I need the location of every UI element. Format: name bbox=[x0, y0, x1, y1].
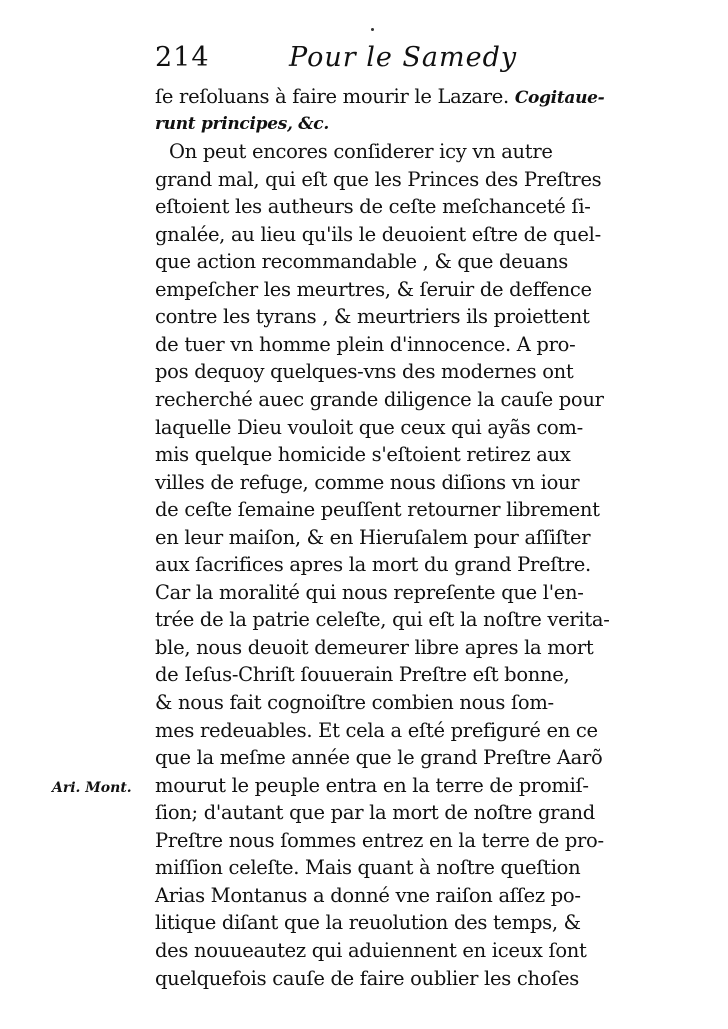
text-line: Preſtre nous ſommes entrez en la terre de pro- bbox=[155, 828, 604, 852]
text-line-1: ſe reſoluans à faire mourir le Lazare. Cogitaue- bbox=[155, 85, 605, 108]
text-line: miſſion celeſte. Mais quant à noſtre queſtion bbox=[155, 856, 581, 880]
text-line: pos dequoy quelques-vns des modernes ont bbox=[155, 360, 574, 384]
text-line: litique diſant que la reuolution des temps, & bbox=[155, 911, 581, 935]
text-line: de Ieſus-Chriſt ſouuerain Preſtre eſt bonne, bbox=[155, 663, 570, 687]
text-line: & nous fait cognoiſtre combien nous ſom- bbox=[155, 691, 554, 715]
text-line: grand mal, qui eſt que les Princes des Preſtres bbox=[155, 167, 602, 191]
text-line: villes de refuge, comme nous diſions vn iour bbox=[155, 470, 580, 494]
text-line: trée de la patrie celeſte, qui eſt la noſtre verita- bbox=[155, 608, 610, 632]
text-line: empeſcher les meurtres, & ſeruir de deffence bbox=[155, 277, 592, 301]
text-line: mourut le peuple entra en la terre de promiſ- bbox=[155, 773, 589, 797]
text-line: recherché auec grande diligence la cauſe pour bbox=[155, 388, 604, 412]
running-title: Pour le Samedy bbox=[289, 42, 518, 73]
text-line: eſtoient les autheurs de ceſte meſchanceté ſi- bbox=[155, 195, 591, 219]
text-line: Car la moralité qui nous repreſente que l'en- bbox=[155, 580, 584, 604]
text-line: Arias Montanus a donné vne raiſon aſſez po- bbox=[155, 883, 581, 907]
text-line: que action recommandable , & que deuans bbox=[155, 250, 568, 274]
text-line: ſion; d'autant que par la mort de noſtre grand bbox=[155, 801, 595, 825]
page-number: 214 bbox=[155, 42, 210, 73]
text-line: que la meſme année que le grand Preſtre Aarõ bbox=[155, 746, 603, 770]
text-line: de tuer vn homme plein d'innocence. A pro- bbox=[155, 332, 576, 356]
margin-note: Ari. Mont. bbox=[52, 780, 132, 796]
text-line: quelquefois cauſe de faire oublier les choſes bbox=[155, 966, 580, 990]
text-line: contre les tyrans , & meurtriers ils proiettent bbox=[155, 305, 590, 329]
text-line: mis quelque homicide s'eſtoient retirez aux bbox=[155, 443, 571, 467]
text-line-2: runt principes, &c. bbox=[155, 113, 329, 134]
ink-dot bbox=[371, 28, 374, 31]
body-text bbox=[155, 83, 610, 992]
text-line: aux ſacrifices apres la mort du grand Preſtre. bbox=[155, 553, 591, 577]
text-line: des nouueautez qui aduiennent en iceux ſont bbox=[155, 938, 587, 962]
text-line-3: On peut encores conſiderer icy vn autre bbox=[169, 140, 553, 164]
text-line: gnalée, au lieu qu'ils le deuoient eſtre de quel- bbox=[155, 222, 601, 246]
text-line: laquelle Dieu vouloit que ceux qui ayãs com- bbox=[155, 415, 583, 439]
text-line: en leur maiſon, & en Hieruſalem pour aſſiſter bbox=[155, 525, 591, 549]
text-line: ble, nous deuoit demeurer libre apres la mort bbox=[155, 635, 594, 659]
text-line: de ceſte ſemaine peuſſent retourner librement bbox=[155, 498, 600, 522]
text-line: mes redeuables. Et cela a eſté prefiguré en ce bbox=[155, 718, 598, 742]
italic-quote: Cogitaue- bbox=[514, 88, 605, 108]
